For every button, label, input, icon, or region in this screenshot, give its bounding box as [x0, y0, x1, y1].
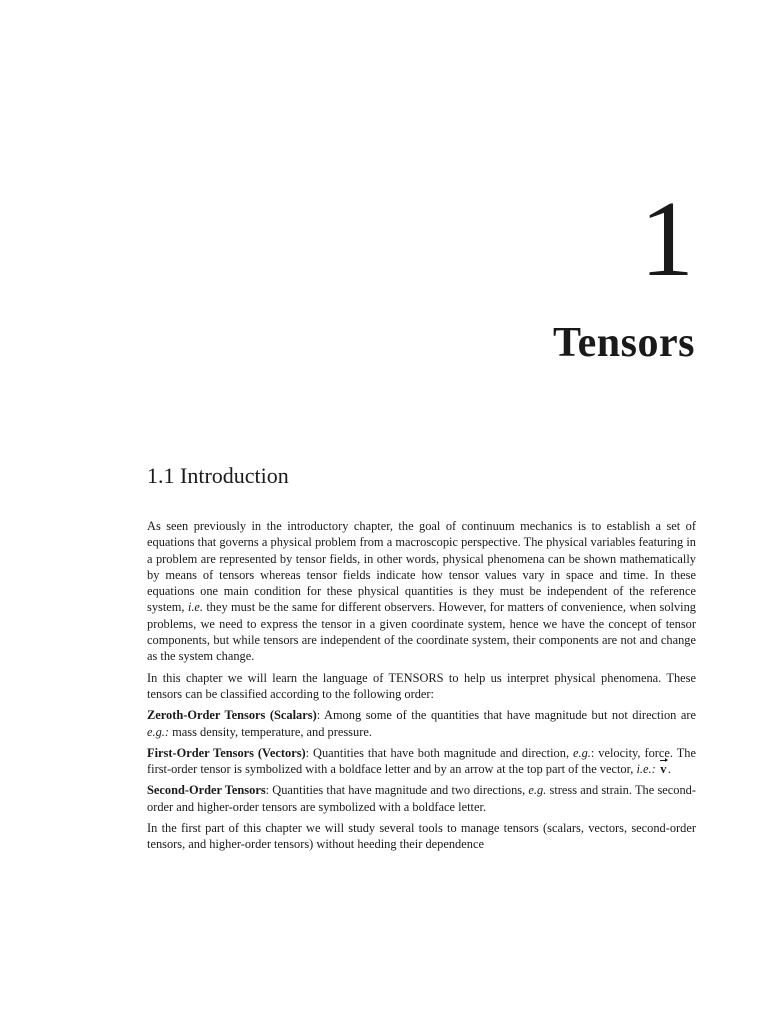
vectors-text-end: .: [667, 762, 671, 777]
body-text: [147, 518, 696, 858]
paragraph-scalars: [147, 707, 696, 740]
eg-abbrev: e.g.:: [147, 724, 170, 739]
scalars-text-a: : Among some of the quantities that have magnitude but not direction are: [316, 708, 697, 723]
paragraph-second-order: [147, 782, 696, 815]
ie-abbrev: i.e.:: [636, 762, 656, 777]
chapter-number: 1: [640, 180, 694, 299]
section-heading: 1.1 Introduction: [147, 463, 289, 488]
term-scalars: Zeroth-Order Tensors (Scalars): [147, 708, 317, 723]
ie-abbrev: i.e.: [187, 600, 204, 615]
paragraph-classification: In this chapter we will learn the language of TENSORS to help us interpret physical phenomena. These tensors can be classified according to the following order:: [147, 670, 696, 701]
term-vectors: First-Order Tensors (Vectors): [147, 745, 306, 760]
vectors-text-a: : Quantities that have both magnitude and direction,: [305, 745, 573, 760]
paragraph-intro-text: As seen previously in the introductory chapter, the goal of continuum mechanics is to establish a set of equations that governs a physical problem from a macroscopic perspective. The physical variables featuring in a problem are represented by tensor fields, in other words, physical phenomena can be shown mathematically by means of tensors whereas tensor fields indicate how tensor values vary in space and time. In these equations one main condition for these physical quantities is they must be independent of the reference system,: [147, 519, 696, 615]
paragraph-intro: [147, 518, 696, 665]
paragraph-intro-end: they must be the same for different observers. However, for matters of convenience, when solving problems, we need to express the tensor in a given coordinate system, hence we have the concept of tensor components, but while tensors are independent of the coordinate system, their components are not and change as the system change.: [147, 600, 696, 664]
vector-arrow-symbol: v: [660, 762, 667, 777]
paragraph-vectors: [147, 745, 696, 778]
scalars-text-b: mass density, temperature, and pressure.: [169, 724, 372, 739]
eg-abbrev: e.g.: [573, 745, 591, 760]
vectors-text-b: : velocity, force. The first-order tensor is symbolized with a boldface letter and by an arrow at the top part of the vector,: [147, 745, 696, 777]
second-order-text-a: : Quantities that have magnitude and two directions,: [265, 783, 529, 798]
chapter-title: Tensors: [553, 320, 695, 366]
term-second-order: Second-Order Tensors: [147, 783, 266, 798]
paragraph-tools: In the first part of this chapter we will study several tools to manage tensors (scalars, vectors, second-order tensors, and higher-order tensors) without heeding their dependence: [147, 821, 696, 852]
eg-abbrev: e.g.: [528, 783, 547, 798]
second-order-text-b: stress and strain. The second-order and higher-order tensors are symbolized with a boldface letter.: [147, 783, 696, 814]
